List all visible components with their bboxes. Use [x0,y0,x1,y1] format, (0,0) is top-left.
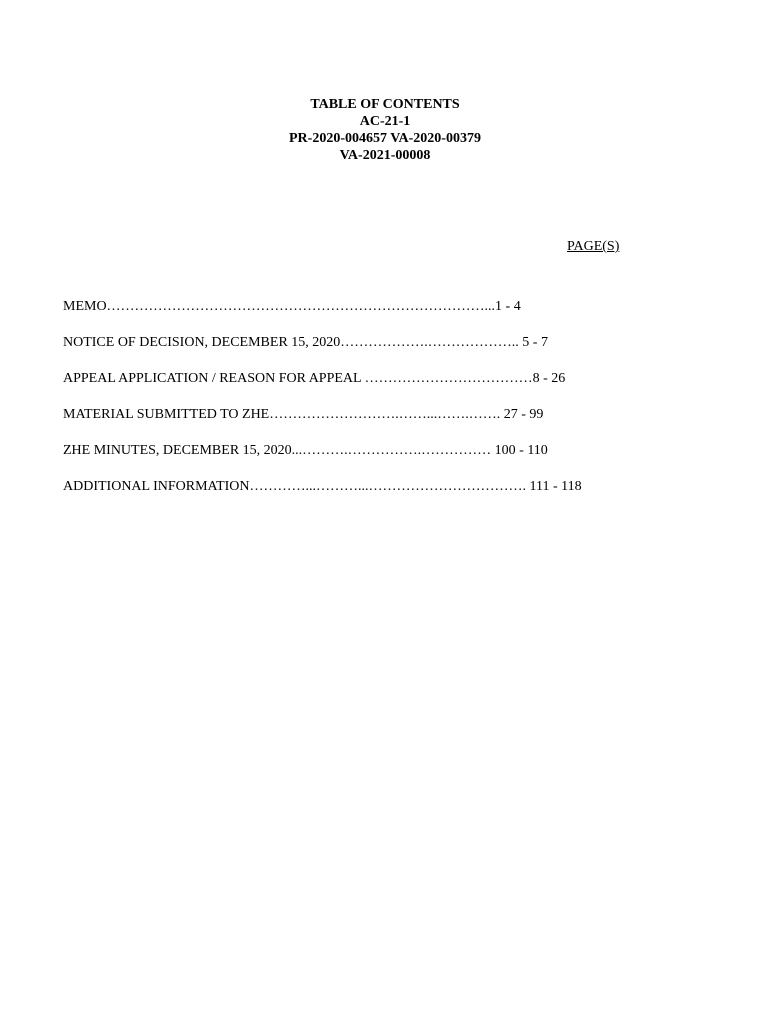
toc-entry-zhe-minutes: ZHE MINUTES, DECEMBER 15, 2020...……….…………….…………… 100 - 110 [63,443,548,458]
case-number-va: VA-2021-00008 [339,148,431,163]
toc-entry-appeal-application: APPEAL APPLICATION / REASON FOR APPEAL ………………………………8 - 26 [63,371,566,386]
toc-title: TABLE OF CONTENTS [310,97,460,112]
case-numbers-pr-va: PR-2020-004657 VA-2020-00379 [289,131,481,146]
toc-entry-memo: MEMO………………………………………………………………………...1 - 4 [63,299,521,314]
case-number-ac: AC-21-1 [359,114,411,129]
page-column-label: PAGE(S) [567,239,620,254]
toc-entry-material-submitted: MATERIAL SUBMITTED TO ZHE……………………….……...…….……. 27 - 99 [63,407,544,422]
toc-header [0,96,770,164]
toc-entry-additional-information: ADDITIONAL INFORMATION…………...………...……………………………. 111 - 118 [63,479,582,494]
toc-list [63,298,582,514]
toc-entry-notice-of-decision: NOTICE OF DECISION, DECEMBER 15, 2020……………….……………….. 5 - 7 [63,335,548,350]
